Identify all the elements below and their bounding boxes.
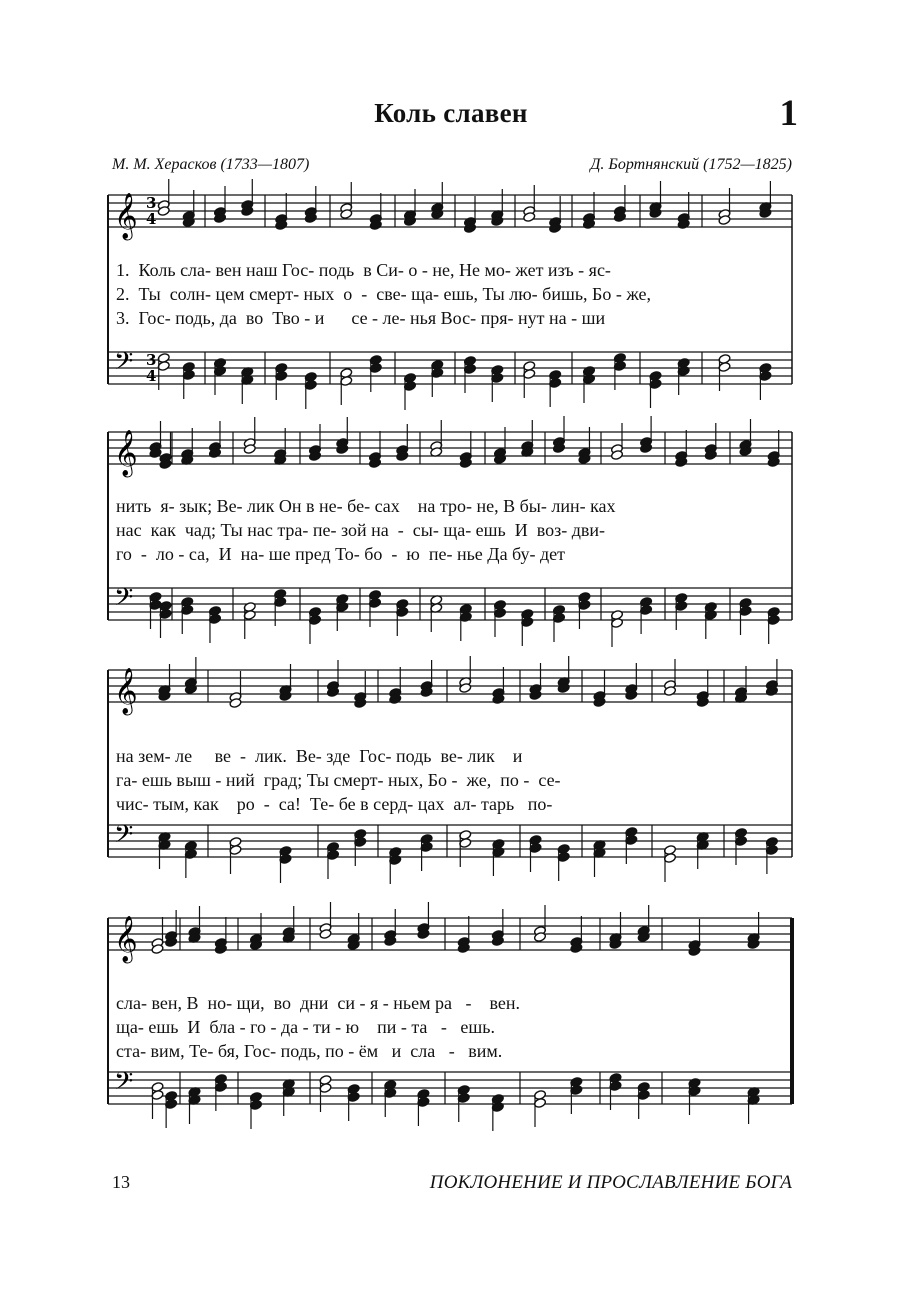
- system-1-verse-1: 1. Коль сла- вен наш Гос- подь в Си- о - не, Не мо- жет изъ - яс-: [116, 260, 611, 280]
- bass-clef-icon: 𝄢: [114, 583, 134, 618]
- system-2-verse-1: нить я- зык; Ве- лик Он в не- бе- сах на тро- не, В бы- лин- ках: [116, 496, 616, 516]
- system-4-verse-1: сла- вен, В но- щи, во дни си - я - ньем ра - вен.: [116, 993, 521, 1013]
- bass-clef-icon: 𝄢: [114, 1067, 134, 1102]
- composer-credit: Д. Бортнянский (1752—1825): [590, 156, 792, 173]
- system-2-verse-2: нас как чад; Ты нас тра- пе- зой на - сы- ща- ешь И воз- дви-: [116, 520, 606, 540]
- system-3-verse-3: чис- тым, как ро - са! Те- бе в серд- цах ал- тарь по-: [116, 794, 553, 814]
- bass-clef-icon: 𝄢: [114, 820, 134, 855]
- time-signature-bottom-bass: 4: [146, 367, 157, 385]
- section-title: ПОКЛОНЕНИЕ И ПРОСЛАВЛЕНИЕ БОГА: [429, 1172, 792, 1193]
- hymn-number: 1: [779, 93, 798, 134]
- hymn-title: Коль славен: [374, 98, 528, 128]
- bass-clef-icon: 𝄢: [114, 347, 134, 382]
- system-2-verse-3: го - ло - са, И на- ше пред То- бо - ю пе- нье Да бу- дет: [116, 544, 566, 564]
- treble-clef-icon: 𝄞: [114, 916, 138, 962]
- time-signature-top: 3: [146, 194, 157, 212]
- time-signature-bottom: 4: [146, 210, 157, 228]
- system-1-verse-2: 2. Ты солн- цем смерт- ных о - све- ща- ешь, Ты лю- бишь, Бо - же,: [116, 284, 652, 304]
- treble-clef-icon: 𝄞: [114, 193, 138, 239]
- system-3-verse-1: на зем- ле ве - лик. Ве- зде Гос- подь ве- лик и: [116, 746, 523, 766]
- time-signature-top-bass: 3: [146, 351, 157, 369]
- page-number: 13: [112, 1172, 130, 1192]
- system-3-verse-2: га- ешь выш - ний град; Ты смерт- ных, Бо - же, по - се-: [116, 770, 561, 790]
- system-4-verse-2: ща- ешь И бла - го - да - ти - ю пи - та - ешь.: [116, 1017, 495, 1037]
- lyricist-credit: М. М. Херасков (1733—1807): [112, 156, 310, 173]
- system-1-verse-3: 3. Гос- подь, да во Тво - и се - ле- нья Вос- пря- нут на - ши: [116, 308, 606, 328]
- treble-clef-icon: 𝄞: [114, 668, 138, 714]
- treble-clef-icon: 𝄞: [114, 430, 138, 476]
- system-4-verse-3: ста- вим, Те- бя, Гос- подь, по - ём и сла - вим.: [116, 1041, 503, 1061]
